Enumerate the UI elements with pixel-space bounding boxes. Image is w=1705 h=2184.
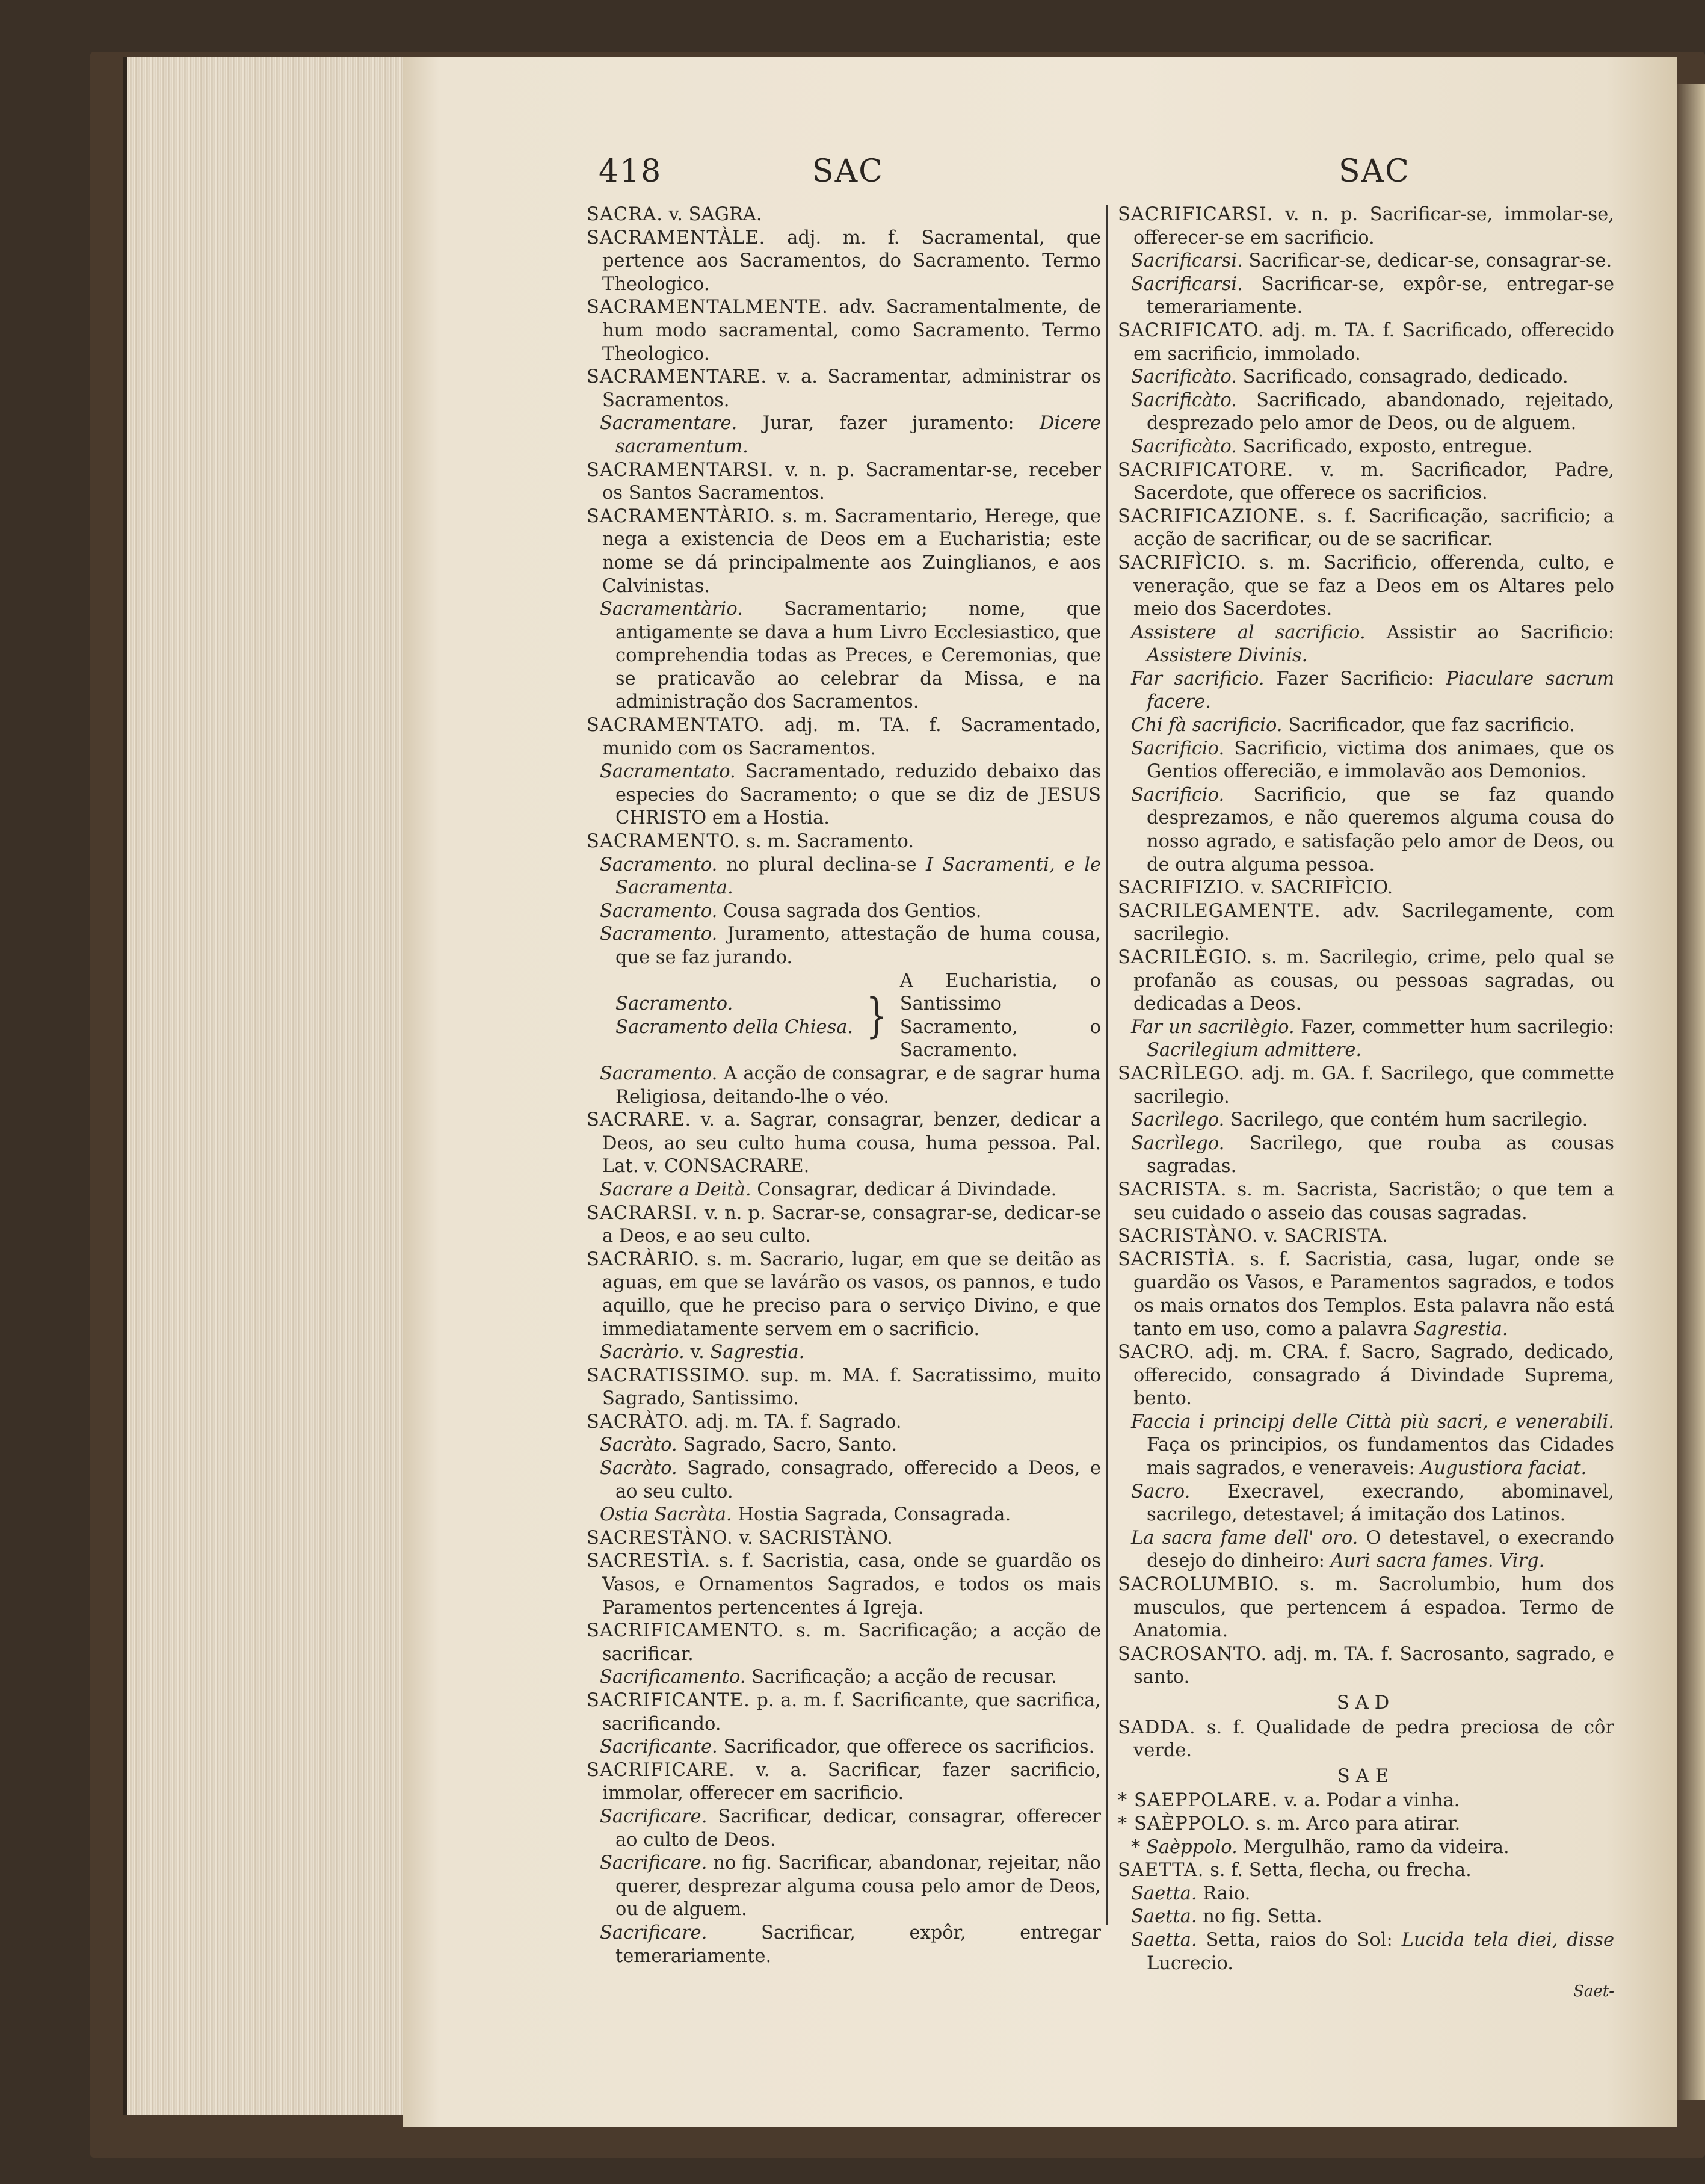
sub-entry: [1118, 366, 1614, 389]
dictionary-entry: [587, 1759, 1101, 1806]
sub-entry: [1118, 1527, 1614, 1573]
headword: Sacrificio.: [1131, 738, 1225, 759]
headword: SACRESTÀNO.: [587, 1527, 733, 1549]
sub-entry: [1118, 273, 1614, 319]
headword: Sacro.: [1131, 1481, 1191, 1502]
headword: SACRISTÌA.: [1118, 1248, 1236, 1270]
brace-term: Sacramento.: [615, 993, 733, 1015]
definition: s. f. Sacristia, casa, onde se guardão os Vasos, e Ornamentos Sagrados, e todos os mais Paramentos pertencentes á Igreja.: [602, 1550, 1101, 1618]
headword: Sacrificàto.: [1131, 436, 1237, 457]
sub-entry: [587, 1922, 1101, 1968]
definition: v. SACRISTA.: [1264, 1226, 1388, 1247]
dictionary-entry: [1118, 1859, 1614, 1883]
definition: Sacrificar, dedicar, consagrar, offerecer ao culto de Deos.: [615, 1806, 1101, 1851]
sub-entry: [587, 1434, 1101, 1457]
headword: Sacràto.: [600, 1434, 677, 1456]
headword: Sacrificàto.: [1131, 389, 1237, 411]
dictionary-entry: [1118, 1573, 1614, 1643]
headword: SACRARE.: [587, 1109, 692, 1131]
definition: v. a. Sacramentar, administrar os Sacramentos.: [602, 366, 1101, 411]
headword: SACRISTÀNO.: [1118, 1226, 1259, 1247]
definition: Sacramentado, reduzido debaixo das especies do Sacramento; o que se diz de JESUS CHRISTO em a Hostia.: [615, 761, 1101, 829]
sub-entry: [587, 854, 1101, 900]
headword: Sacramentato.: [600, 761, 736, 783]
sub-entry: [587, 1666, 1101, 1689]
headword: SACRIFÌCIO.: [1118, 552, 1247, 573]
dictionary-entry: [587, 1550, 1101, 1620]
sub-entry: [587, 1504, 1101, 1527]
headword: SADDA.: [1118, 1717, 1196, 1738]
brace-term: Sacramento della Chiesa.: [615, 1016, 854, 1038]
catchword: Saet-: [1573, 1982, 1614, 2001]
latin-example: Auri sacra fames. Virg.: [1330, 1550, 1545, 1572]
definition: s. m. Sacrificação; a acção de sacrificar.: [602, 1620, 1101, 1665]
dictionary-entry: [587, 1202, 1101, 1248]
definition: Sacrificio, que se faz quando desprezamos, e não queremos alguma cousa do nosso agrado, e satisfação pelo amor de Deos, ou de outra alguma pessoa.: [1147, 784, 1615, 875]
sub-entry: [587, 1806, 1101, 1852]
definition: Sacrificio, victima dos animaes, que os Gentios offerecião, e immolavão aos Demonios.: [1147, 738, 1615, 783]
latin-example: Sagrestia.: [710, 1342, 805, 1363]
headword: Saetta.: [1131, 1883, 1197, 1904]
definition: Sacrificar-se, dedicar-se, consagrar-se.: [1248, 250, 1612, 272]
definition: s. m. Sacrificio, offerenda, culto, e veneração, que se faz a Deos em os Altares pelo meio dos Sacerdotes.: [1133, 552, 1614, 620]
section-letters: SAE: [1337, 1765, 1395, 1787]
definition: Execravel, execrando, abominavel, sacrilego, detestavel; á imitação dos Latinos.: [1147, 1481, 1614, 1526]
sub-entry: [1118, 389, 1614, 436]
dictionary-entry: [587, 1689, 1101, 1736]
headword: SACRIFIZIO.: [1118, 877, 1245, 899]
running-head-right: SAC: [1339, 153, 1410, 190]
headword: Sacrificante.: [600, 1736, 718, 1758]
headword: SACRARSI.: [587, 1202, 698, 1224]
definition: Fazer Sacrificio:: [1276, 668, 1434, 689]
dictionary-entry: [587, 203, 1101, 227]
sub-entry: [1118, 1481, 1614, 1527]
definition: adj. m. TA. f. Sagrado.: [695, 1411, 902, 1433]
latin-example: Assistere Divinis.: [1147, 645, 1308, 667]
dictionary-entry: [1118, 505, 1614, 552]
headword: Ostia Sacràta.: [600, 1504, 732, 1526]
facing-page-edge: [1677, 84, 1705, 2100]
definition: Fazer, commetter hum sacrilegio:: [1301, 1016, 1614, 1038]
sub-entry: [587, 1179, 1101, 1202]
dictionary-entry: [1118, 552, 1614, 622]
headword: Sacràrio.: [600, 1342, 685, 1363]
headword: Far un sacrilègio.: [1131, 1016, 1295, 1038]
definition: v. a. Sacrificar, fazer sacrificio, immolar, offerecer em sacrificio.: [602, 1759, 1102, 1804]
latin-example: Dicere sacramentum.: [615, 413, 1102, 457]
column-rule: [1106, 205, 1108, 1925]
definition: v. SACRISTÀNO.: [739, 1527, 893, 1549]
headword: Sacrificamento.: [600, 1667, 746, 1688]
headword: Sacrìlego.: [1131, 1132, 1225, 1154]
sub-entry: [587, 1736, 1101, 1759]
dictionary-entry: [1118, 1248, 1614, 1341]
definition: Sacrificar, expôr, entregar temerariamente.: [615, 1922, 1101, 1967]
headword: * SAEPPOLARE.: [1118, 1790, 1278, 1812]
sub-entry: [587, 1063, 1101, 1109]
definition: Sacrilego, que contém hum sacrilegio.: [1230, 1109, 1588, 1131]
headword: Sacramento.: [600, 900, 718, 922]
sub-entry: [1118, 1132, 1614, 1179]
headword: SACRÀRIO.: [587, 1248, 700, 1270]
definition: adj. m. GA. f. Sacrilego, que commette sacrilegio.: [1133, 1063, 1614, 1108]
headword: SACRAMENTATO.: [587, 715, 765, 736]
brace-entry: [587, 970, 1101, 1063]
headword: Faccia i principj delle Città più sacri, e venerabili.: [1131, 1411, 1614, 1433]
definition: s. f. Qualidade de pedra preciosa de côr verde.: [1133, 1717, 1614, 1762]
definition: Consagrar, dedicar á Divindade.: [757, 1179, 1057, 1200]
sub-entry: [1118, 1905, 1614, 1929]
dictionary-entry: [1118, 1063, 1614, 1109]
definition: v. a. Podar a vinha.: [1284, 1790, 1460, 1812]
headword: SACRA.: [587, 204, 663, 225]
sub-entry: [587, 900, 1101, 924]
headword: Sacramento.: [600, 924, 718, 945]
running-head-left: SAC: [812, 153, 884, 190]
latin-example: Sacrilegium admittere.: [1147, 1040, 1362, 1061]
section-heading: [1118, 1692, 1614, 1715]
headword: SACRAMENTARE.: [587, 366, 768, 388]
headword: SACROLUMBIO.: [1118, 1574, 1280, 1596]
definition: sup. m. MA. f. Sacratissimo, muito Sagrado, Santissimo.: [602, 1365, 1101, 1410]
definition-tail: Lucrecio.: [1147, 1952, 1233, 1974]
dictionary-entry: [587, 296, 1101, 366]
dictionary-entry: [587, 366, 1101, 412]
headword: SACROSANTO.: [1118, 1643, 1268, 1665]
headword: SACRIFICARE.: [587, 1759, 735, 1781]
sub-entry: [1118, 1883, 1614, 1906]
section-heading: [1118, 1765, 1614, 1789]
definition: A acção de consagrar, e de sagrar huma Religiosa, deitando-lhe o véo.: [615, 1063, 1101, 1108]
headword: SACRO.: [1118, 1342, 1195, 1363]
dictionary-entry: [587, 714, 1101, 760]
headword: La sacra fame dell' oro.: [1131, 1527, 1358, 1549]
definition: adj. m. TA. f. Sacrosanto, sagrado, e santo.: [1133, 1643, 1615, 1688]
headword: SACRISTA.: [1118, 1179, 1227, 1200]
dictionary-entry: [587, 1365, 1101, 1411]
sub-entry: [1118, 1929, 1614, 1975]
headword: SACRIFICARSI.: [1118, 204, 1274, 225]
definition: s. f. Sacristia, casa, lugar, onde se guardão os Vasos, e Paramentos sagrados, e todos os mais ornatos dos Templos. Esta palavra não está tanto em uso, como a palavra: [1133, 1248, 1614, 1340]
headword: Saetta.: [1131, 1929, 1197, 1951]
dictionary-entry: [1118, 319, 1614, 366]
curly-brace-icon: }: [866, 989, 887, 1043]
definition: s. m. Sacrolumbio, hum dos musculos, que pertencem á espadoa. Termo de Anatomia.: [1133, 1574, 1615, 1642]
sub-entry: [1118, 1411, 1614, 1481]
sub-entry: [1118, 784, 1614, 877]
latin-example: Piaculare sacrum facere.: [1147, 668, 1614, 713]
headword: Sacrìlego.: [1131, 1109, 1225, 1131]
headword: SACRAMENTARSI.: [587, 459, 774, 481]
dictionary-entry: [1118, 946, 1614, 1016]
sub-entry: [587, 923, 1101, 969]
dictionary-entry: [1118, 1813, 1614, 1836]
definition: s. m. Sacramentario, Herege, que nega a existencia de Deos em a Eucharistia; este nome se dá principalmente aos Zuinglianos, e aos Calvinistas.: [602, 505, 1101, 597]
dictionary-entry: [1118, 1225, 1614, 1248]
definition: adj. m. TA. f. Sacramentado, munido com os Sacramentos.: [602, 715, 1101, 759]
definition: Cousa sagrada dos Gentios.: [723, 900, 982, 922]
definition: adj. m. TA. f. Sacrificado, offerecido em sacrificio, immolado.: [1133, 319, 1614, 365]
sub-entry: [587, 1457, 1101, 1504]
definition: p. a. m. f. Sacrificante, que sacrifica, sacrificando.: [602, 1690, 1101, 1735]
definition: Assistir ao Sacrificio:: [1386, 622, 1614, 643]
headword: SACRILEGAMENTE.: [1118, 900, 1321, 922]
definition: Faça os principios, os fundamentos das Cidades mais sagrados, e veneraveis:: [1147, 1434, 1614, 1479]
definition: Sacrificação; a acção de recusar.: [751, 1667, 1057, 1688]
dictionary-entry: [587, 459, 1101, 505]
definition: Setta, raios do Sol:: [1206, 1929, 1393, 1951]
definition: adj. m. CRA. f. Sacro, Sagrado, dedicado, offerecido, consagrado á Divindade Suprema, bento.: [1133, 1342, 1614, 1410]
definition: Sacrilego, que rouba as cousas sagradas.: [1147, 1132, 1614, 1177]
dictionary-entry: [1118, 1179, 1614, 1225]
definition: Sacrificado, consagrado, dedicado.: [1242, 366, 1568, 388]
dictionary-entry: [1118, 900, 1614, 946]
definition: s. m. Sacramento.: [746, 831, 914, 853]
sub-entry: [1118, 1836, 1614, 1860]
definition: Raio.: [1203, 1883, 1251, 1904]
sub-entry: [587, 1852, 1101, 1922]
headword: Sacramento.: [600, 854, 718, 875]
sub-entry: [587, 760, 1101, 830]
dictionary-entry: [587, 1411, 1101, 1434]
latin-example: I Sacramenti, e le Sacramenta.: [615, 854, 1101, 899]
dictionary-entry: [587, 505, 1101, 598]
headword: SAETTA.: [1118, 1860, 1204, 1881]
headword: Chi fà sacrificio.: [1131, 715, 1283, 736]
headword: * SAÈPPOLO.: [1118, 1813, 1251, 1834]
headword: Sacrificarsi.: [1131, 273, 1243, 295]
dictionary-entry: [587, 1620, 1101, 1666]
definition: no fig. Sacrificar, abandonar, rejeitar, não querer, desprezar alguma cousa pelo amor de Deos, ou de alguem.: [615, 1852, 1101, 1920]
definition: s. m. Sacrilegio, crime, pelo qual se profanão as cousas, ou pessoas sagradas, ou dedicadas a Deos.: [1133, 947, 1614, 1015]
latin-example: Lucida tela diei, disse: [1401, 1929, 1614, 1951]
headword: SACRESTÌA.: [587, 1550, 711, 1572]
headword: SACRIFICANTE.: [587, 1690, 750, 1711]
dictionary-entry: [587, 1248, 1101, 1341]
sub-entry: [1118, 436, 1614, 459]
dictionary-entry: [1118, 1789, 1614, 1813]
sub-entry: [587, 598, 1101, 714]
dictionary-entry: [587, 830, 1101, 854]
headword: SACRAMENTÀLE.: [587, 227, 766, 248]
sub-entry: [1118, 738, 1614, 784]
definition: Sagrado, consagrado, offerecido a Deos, e ao seu culto.: [615, 1458, 1101, 1502]
brace-definition: A Eucharistia, o Santissimo Sacramento, o Sacramento.: [899, 970, 1101, 1061]
sub-entry: [1118, 668, 1614, 714]
headword: SACRIFICATORE.: [1118, 459, 1294, 481]
headword: Sacràto.: [600, 1458, 677, 1479]
definition: Sacramentario; nome, que antigamente se dava a hum Livro Ecclesiastico, que comprehendia todas as Preces, e Ceremonias, que se praticavão ao celebrar da Missa, e na administração dos Sacramentos.: [615, 599, 1101, 713]
sub-entry: [1118, 1109, 1614, 1132]
definition: Jurar, fazer juramento:: [762, 413, 1014, 434]
headword: Sacramentàrio.: [600, 599, 743, 620]
left-column: [587, 203, 1101, 1968]
definition: adj. m. f. Sacramental, que pertence aos Sacramentos, do Sacramento. Termo Theologico.: [602, 227, 1101, 295]
headword: Sacrificare.: [600, 1806, 708, 1827]
headword: Sacrare a Deità.: [600, 1179, 751, 1200]
definition: adv. Sacrilegamente, com sacrilegio.: [1133, 900, 1614, 945]
definition: s. f. Setta, flecha, ou frecha.: [1210, 1860, 1472, 1881]
dictionary-entry: [587, 1527, 1101, 1550]
dictionary-entry: [587, 1109, 1101, 1179]
headword: SACRILÈGIO.: [1118, 947, 1253, 968]
sub-entry: [1118, 622, 1614, 668]
page-number: 418: [599, 153, 662, 190]
definition: s. m. Arco para atirar.: [1256, 1813, 1461, 1834]
dictionary-entry: [1118, 1643, 1614, 1689]
definition: v. a. Sagrar, consagrar, benzer, dedicar a Deos, ao seu culto huma cousa, huma pessoa. Pal. Lat. v. CONSACRARE.: [602, 1109, 1101, 1177]
headword: Sacramento.: [600, 1063, 718, 1084]
definition: Sacrificar-se, expôr-se, entregar-se temerariamente.: [1147, 273, 1614, 318]
definition: v.: [690, 1342, 705, 1363]
headword: * Saèppolo.: [1131, 1836, 1238, 1858]
dictionary-entry: [1118, 203, 1614, 250]
section-letters: SAD: [1336, 1692, 1396, 1714]
dictionary-entry: [587, 227, 1101, 297]
definition: no plural declina-se: [726, 854, 917, 875]
headword: Saetta.: [1131, 1906, 1197, 1928]
definition: v. SAGRA.: [668, 204, 762, 225]
headword: Sacrificàto.: [1131, 366, 1237, 388]
latin-example: Sagrestia.: [1413, 1318, 1508, 1340]
definition: v. n. p. Sacrificar-se, immolar-se, offerecer-se em sacrificio.: [1133, 204, 1614, 248]
definition: O detestavel, o execrando desejo do dinheiro:: [1147, 1527, 1614, 1572]
right-column: [1118, 203, 1614, 2004]
latin-example: Augustiora faciat.: [1420, 1458, 1587, 1479]
page-edges: [123, 57, 410, 2115]
headword: SACRÀTO.: [587, 1411, 689, 1433]
definition: adv. Sacramentalmente, de hum modo sacramental, como Sacramento. Termo Theologico.: [602, 297, 1102, 365]
definition: Juramento, attestação de huma cousa, que se faz jurando.: [615, 924, 1101, 968]
headword: SACRIFICAMENTO.: [587, 1620, 785, 1642]
headword: SACRÌLEGO.: [1118, 1063, 1245, 1084]
definition: s. f. Sacrificação, sacrificio; a acção de sacrificar, ou de se sacrificar.: [1133, 505, 1614, 551]
definition: Hostia Sagrada, Consagrada.: [738, 1504, 1011, 1526]
headword: Sacrificio.: [1131, 784, 1225, 806]
headword: Far sacrificio.: [1131, 668, 1265, 689]
sub-entry: [1118, 250, 1614, 273]
sub-entry: [587, 412, 1101, 458]
dictionary-entry: [1118, 1717, 1614, 1763]
definition: Sacrificador, que faz sacrificio.: [1288, 715, 1575, 736]
headword: SACRATISSIMO.: [587, 1365, 751, 1386]
headword: SACRAMENTÀRIO.: [587, 505, 776, 527]
dictionary-entry: [1118, 1341, 1614, 1411]
headword: Sacrificare.: [600, 1922, 708, 1943]
definition: v. n. p. Sacramentar-se, receber os Santos Sacramentos.: [602, 459, 1101, 504]
dictionary-entry: [1118, 877, 1614, 900]
definition: v. n. p. Sacrar-se, consagrar-se, dedicar-se a Deos, e ao seu culto.: [602, 1202, 1101, 1247]
dictionary-entry: [1118, 459, 1614, 505]
definition: s. m. Sacrista, Sacristão; o que tem a seu cuidado o asseio das cousas sagradas.: [1133, 1179, 1614, 1224]
definition: Sagrado, Sacro, Santo.: [683, 1434, 898, 1456]
headword: SACRAMENTALMENTE.: [587, 297, 828, 318]
definition: no fig. Setta.: [1203, 1906, 1322, 1928]
definition: Sacrificado, abandonado, rejeitado, desprezado pelo amor de Deos, ou de alguem.: [1147, 389, 1614, 434]
definition: v. SACRIFÌCIO.: [1251, 877, 1393, 899]
definition: Sacrificador, que offerece os sacrificios.: [723, 1736, 1095, 1758]
headword: SACRIFICAZIONE.: [1118, 505, 1306, 527]
definition: Mergulhão, ramo da videira.: [1243, 1836, 1509, 1858]
headword: Sacrificare.: [600, 1852, 708, 1874]
headword: Sacramentare.: [600, 413, 738, 434]
headword: SACRAMENTO.: [587, 831, 741, 853]
headword: Assistere al sacrificio.: [1131, 622, 1366, 643]
headword: Sacrificarsi.: [1131, 250, 1243, 272]
definition: v. m. Sacrificador, Padre, Sacerdote, que offerece os sacrificios.: [1133, 459, 1615, 504]
definition: s. m. Sacrario, lugar, em que se deitão as aguas, em que se lavárão os vasos, os pannos, e tudo aquillo, que he preciso para o serviço Divino, e que immediatamente servem em o sacrificio.: [602, 1248, 1101, 1340]
headword: SACRIFICATO.: [1118, 319, 1265, 341]
definition: Sacrificado, exposto, entregue.: [1242, 436, 1533, 457]
sub-entry: [587, 1341, 1101, 1365]
sub-entry: [1118, 1016, 1614, 1063]
sub-entry: [1118, 714, 1614, 738]
